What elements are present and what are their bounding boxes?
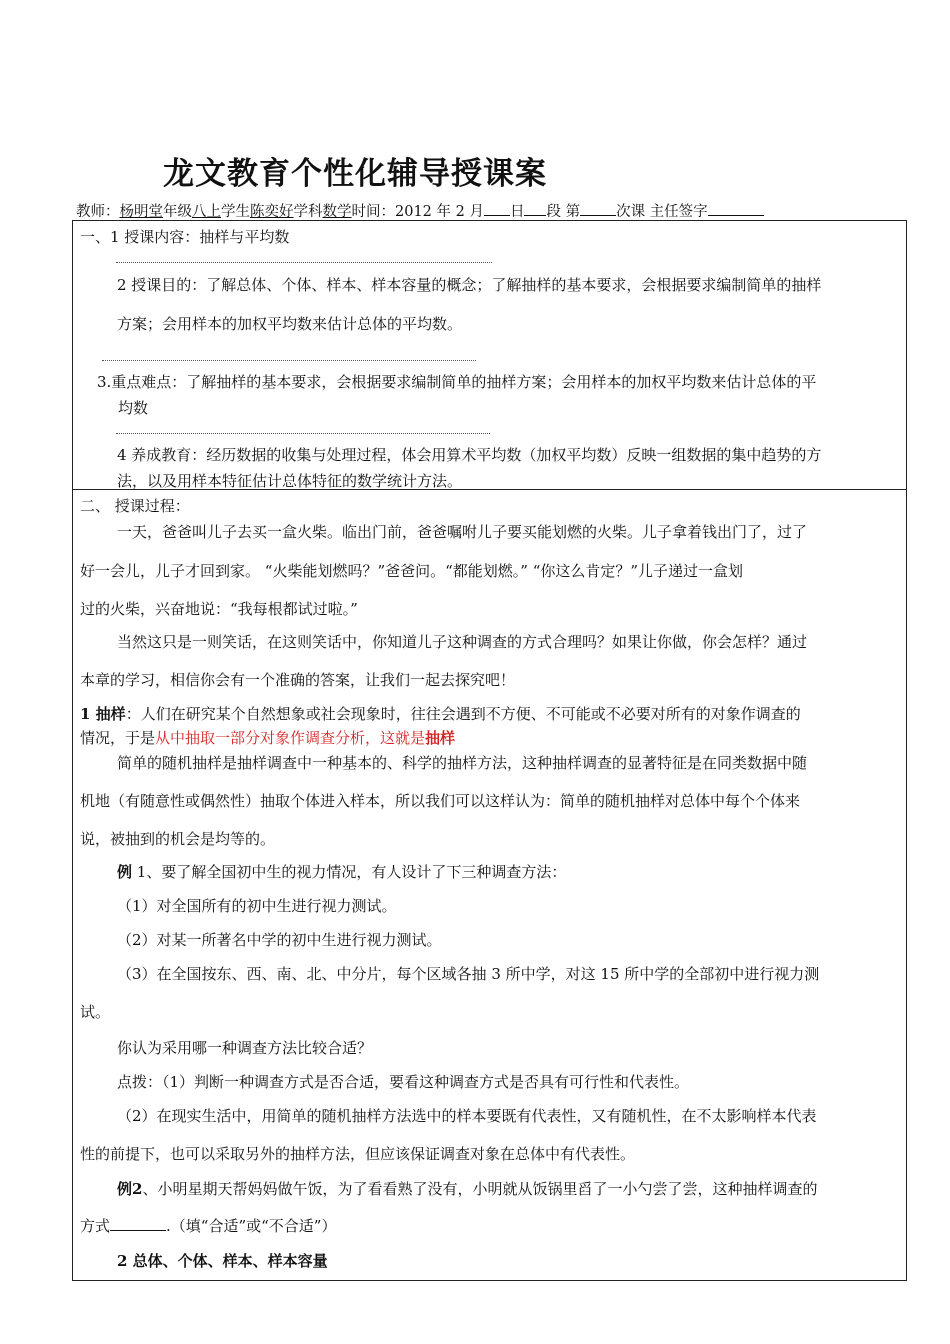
process-heading: 二、 授课过程： <box>80 497 190 515</box>
example-1-option-3-line-2: 试。 <box>80 1003 111 1021</box>
dotted-rule <box>102 360 476 361</box>
story-line-3: 过的火柴，兴奋地说：“我每根都试过啦。” <box>80 600 358 618</box>
dotted-rule <box>116 433 490 434</box>
hint-line-3: 性的前提下，也可以采取另外的抽样方法，但应该保证调查对象在总体中有代表性。 <box>80 1145 636 1163</box>
example-2-line-2 <box>80 1215 336 1236</box>
example-1-text: 1、要了解全国初中生的视力情况，有人设计了下三种调查方法： <box>132 863 567 881</box>
simple-random-line-1: 简单的随机抽样是抽样调查中一种基本的、科学的抽样方法，这种抽样调查的显著特征是在同类数据中随 <box>117 754 808 772</box>
education-line-1: 4 养成教育：经历数据的收集与处理过程，体会用算术平均数（加权平均数）反映一组数据的集中趋势的方 <box>117 446 822 464</box>
signature-blank <box>708 201 764 216</box>
time-text: 时间：2012 年 2 月 <box>351 204 484 220</box>
example-2-suffix: .（填“合适”或“不合适”） <box>166 1217 337 1235</box>
story-line-1: 一天，爸爸叫儿子去买一盒火柴。临出门前，爸爸嘱咐儿子要买能划燃的火柴。儿子拿着钱出门了，过了 <box>117 523 808 541</box>
sampling-number: 1 <box>80 705 96 723</box>
example-2-line-1 <box>117 1178 817 1199</box>
example-2-text: 、小明星期天帮妈妈做午饭，为了看看熟了没有，小明就从饭锅里舀了一小勺尝了尝，这种抽样调查的 <box>142 1180 818 1198</box>
subject-label: 学科 <box>293 204 323 220</box>
teacher-name: 杨明堂 <box>119 204 163 220</box>
student-name: 陈奕好 <box>250 204 294 220</box>
grade-value: 八上 <box>192 204 221 220</box>
period-blank <box>524 201 546 216</box>
document-title: 龙文教育个性化辅导授课案 <box>163 156 547 192</box>
example-1 <box>117 861 566 882</box>
lesson-blank <box>580 201 616 216</box>
sampling-text: ：人们在研究某个自然想象或社会现象时，往往会遇到不方便、不可能或不必要对所有的对象作调查的 <box>125 705 801 723</box>
day-blank <box>484 201 510 216</box>
example-1-option-3-line-1: （3）在全国按东、西、南、北、中分片，每个区域各抽 3 所中学，对这 15 所中学的全部初中进行视力测 <box>117 965 820 983</box>
simple-random-line-3: 说，被抽到的机会是均等的。 <box>80 830 276 848</box>
example-1-option-1: （1）对全国所有的初中生进行视力测试。 <box>117 897 397 915</box>
hint-line-1: 点拨：（1）判断一种调查方式是否合适，要看这种调查方式是否具有可行性和代表性。 <box>117 1073 690 1091</box>
education-line-2: 法，以及用样本特征估计总体特征的数学统计方法。 <box>117 472 463 490</box>
student-label: 学生 <box>221 204 250 220</box>
subject-value: 数学 <box>322 204 352 220</box>
sampling-term: 抽样 <box>95 705 126 723</box>
sampling-text-prefix: 情况，于是 <box>80 729 156 747</box>
question-line-2: 本章的学习，相信你会有一个准确的答案，让我们一起去探究吧！ <box>80 671 516 689</box>
story-line-2: 好一会儿，儿子才回到家。 “火柴能划燃吗？”爸爸问。“都能划燃。” “你这么肯定？”儿子递过一盒划 <box>80 562 744 580</box>
grade-label: 年级 <box>163 204 192 220</box>
example-2-prefix: 方式 <box>80 1217 111 1235</box>
sampling-definition-line-2 <box>80 727 455 748</box>
concepts-heading: 2 总体、个体、样本、样本容量 <box>117 1252 328 1270</box>
info-line <box>76 200 764 221</box>
teacher-label: 教师： <box>76 204 120 220</box>
question-line-1: 当然这只是一则笑话，在这则笑话中，你知道儿子这种调查的方式合理吗？如果让你做，你会怎样？通过 <box>117 633 808 651</box>
dotted-rule <box>116 262 492 263</box>
example-1-question: 你认为采用哪一种调查方法比较合适？ <box>117 1039 373 1057</box>
lesson-goal-line-1: 2 授课目的：了解总体、个体、样本、样本容量的概念；了解抽样的基本要求，会根据要求编制简单的抽样 <box>117 276 822 294</box>
lesson-label: 次课 主任签字 <box>616 204 708 220</box>
day-label: 日 <box>509 204 525 220</box>
key-points-line-1: 3.重点难点：了解抽样的基本要求，会根据要求编制简单的抽样方案；会用样本的加权平均数来估计总体的平 <box>97 373 817 391</box>
example-2-number: 2 <box>132 1180 143 1198</box>
lesson-content: 一、1 授课内容：抽样与平均数 <box>80 228 290 246</box>
sampling-definition-line-1 <box>80 703 801 724</box>
period-label: 段 第 <box>546 204 581 220</box>
example-2-label: 例 <box>117 1180 133 1198</box>
hint-line-2: （2）在现实生活中，用简单的随机抽样方法选中的样本要既有代表性，又有随机性，在不太影响样本代表 <box>117 1107 817 1125</box>
lesson-goal-line-2: 方案；会用样本的加权平均数来估计总体的平均数。 <box>117 315 463 333</box>
key-points-line-2: 均数 <box>118 399 149 417</box>
answer-blank[interactable] <box>110 1216 166 1231</box>
sampling-highlight: 从中抽取一部分对象作调查分析，这就是 <box>155 729 426 747</box>
example-1-option-2: （2）对某一所著名中学的初中生进行视力测试。 <box>117 931 442 949</box>
sampling-highlight-term: 抽样 <box>425 729 456 747</box>
example-1-label: 例 <box>117 863 133 881</box>
simple-random-line-2: 机地（有随意性或偶然性）抽取个体进入样本，所以我们可以这样认为：简单的随机抽样对总体中每个个体来 <box>80 792 801 810</box>
